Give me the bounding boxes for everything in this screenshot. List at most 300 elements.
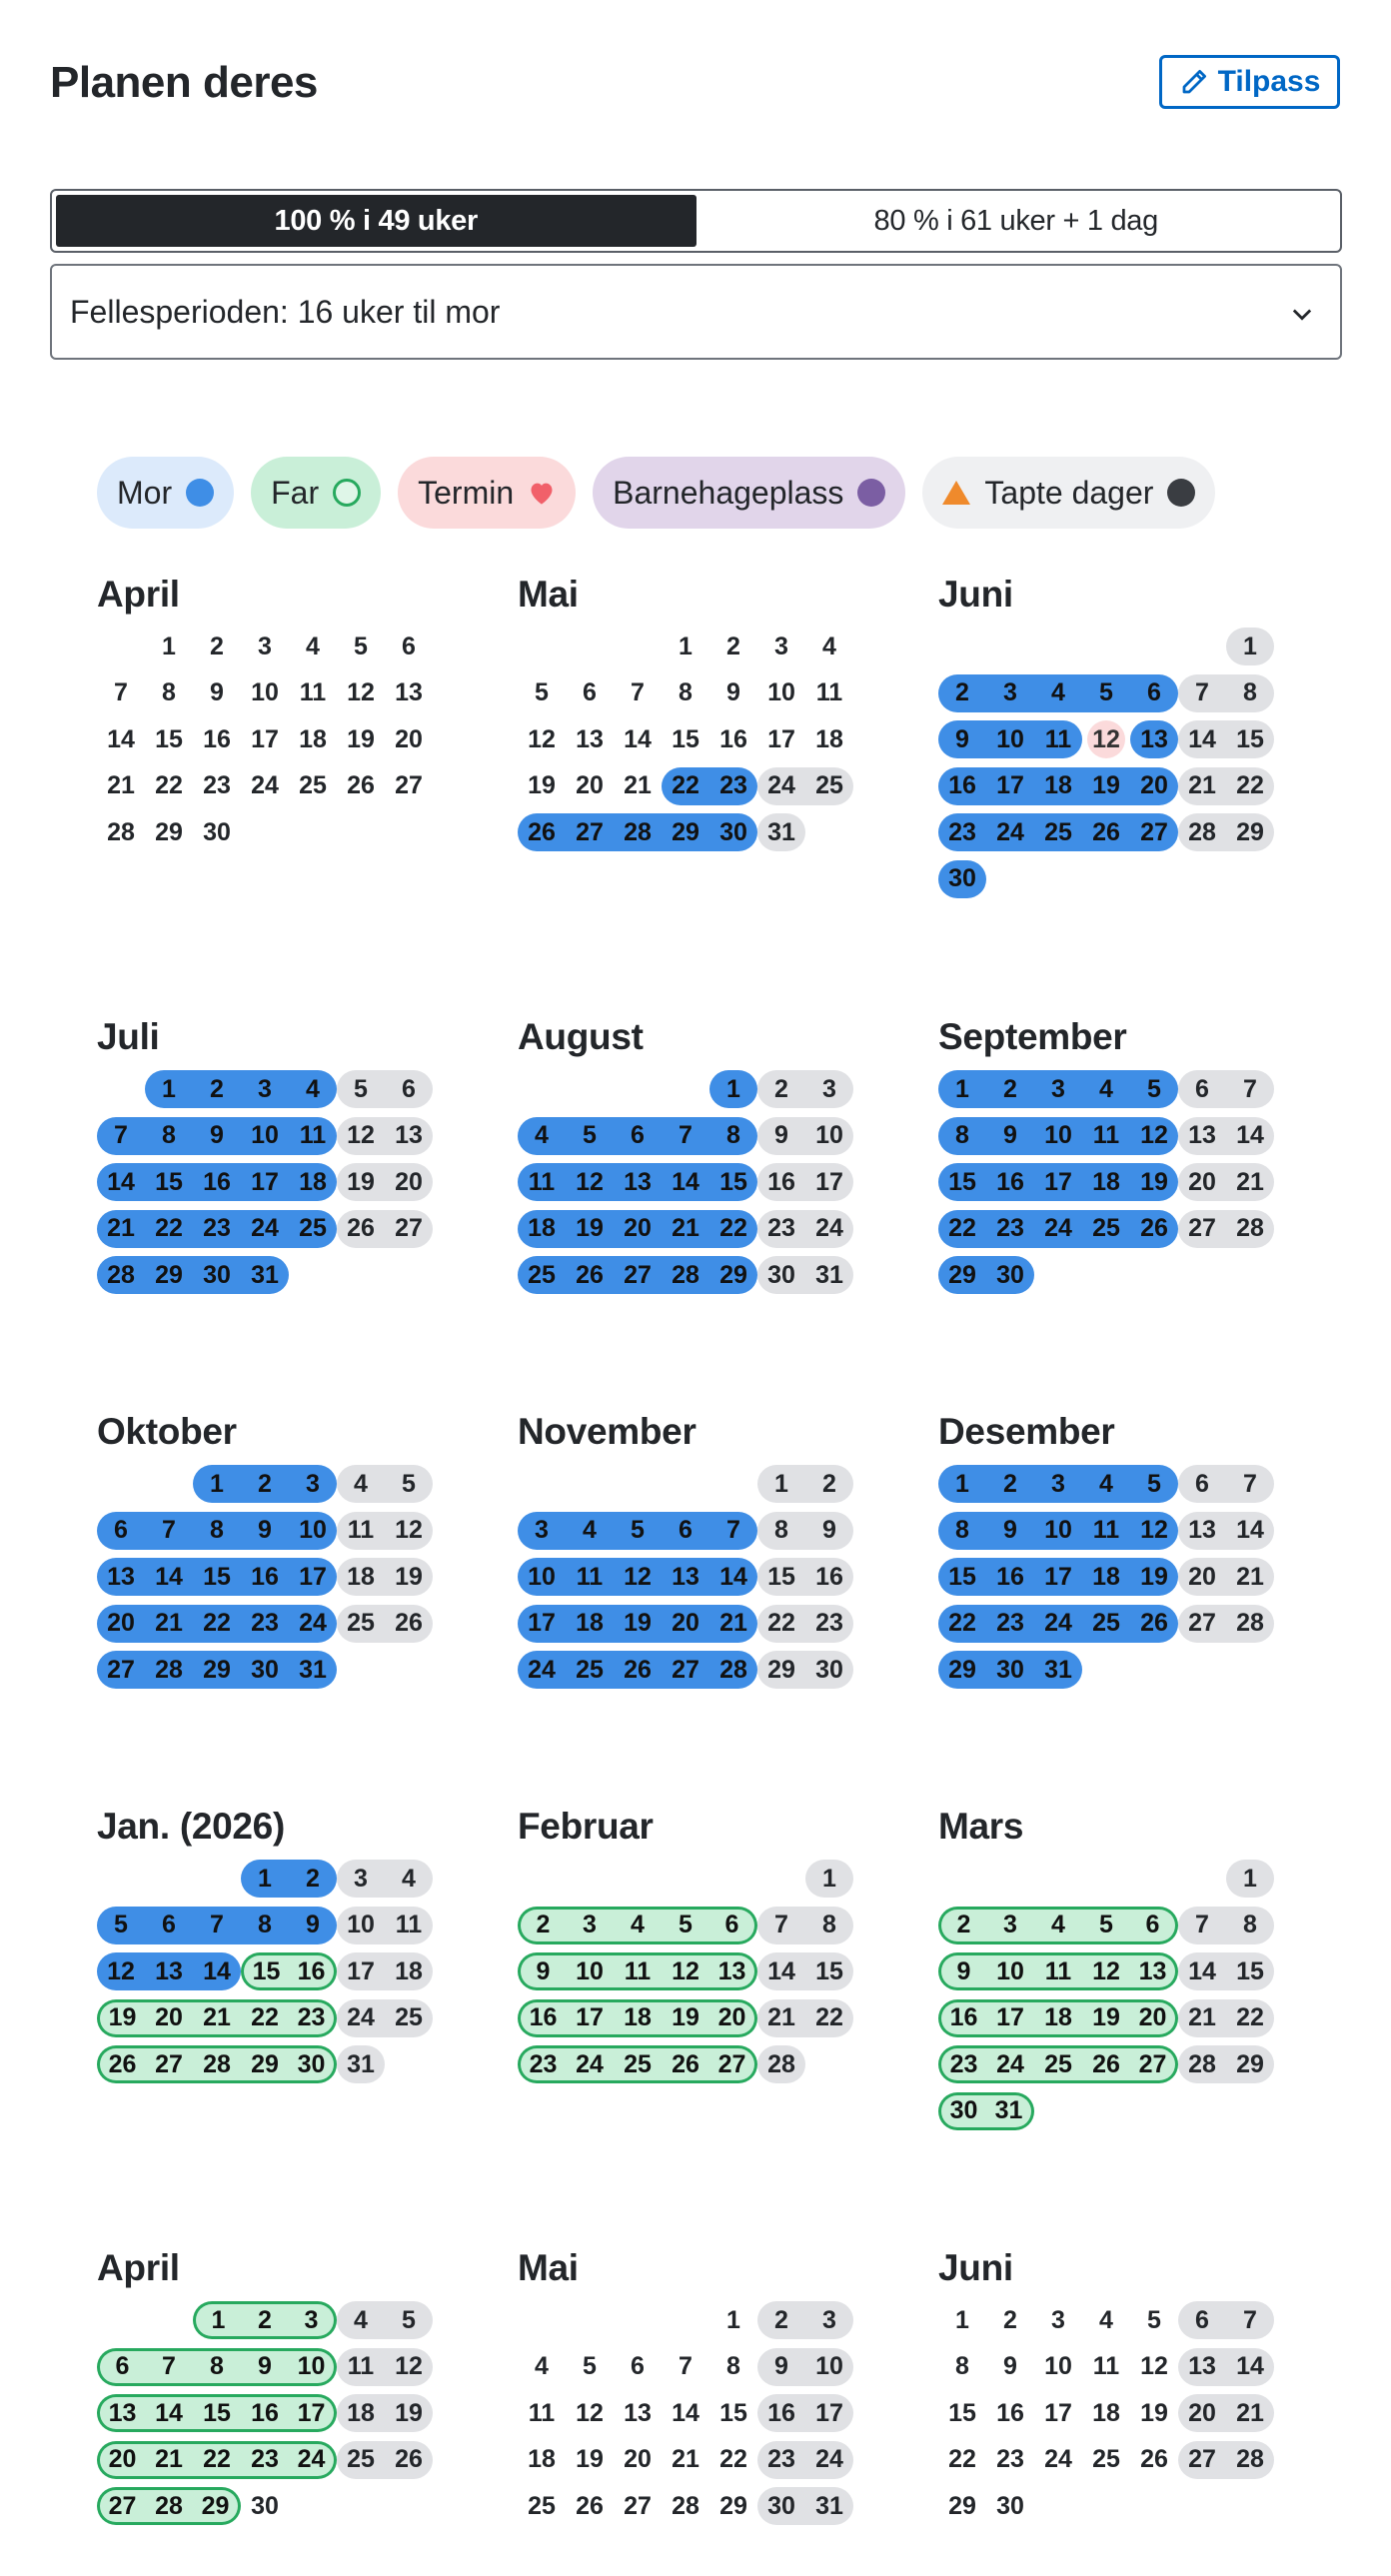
day-4: 4 [1082,1070,1130,1108]
month-grid [518,1461,877,1694]
day-26: 26 [1082,2045,1130,2083]
day-27: 27 [97,1651,145,1689]
day-31: 31 [241,1256,289,1294]
week-row [97,2344,457,2391]
day-19: 19 [1082,767,1130,805]
day-9: 9 [241,2348,289,2386]
day-22: 22 [805,1999,853,2037]
day-8: 8 [955,2352,969,2381]
month-grid [518,2297,877,2530]
day-12: 12 [97,1952,145,1990]
month-name: Juni [938,2247,1013,2288]
day-2: 2 [726,632,740,660]
week-row [938,1113,1298,1160]
legend-mor [97,457,234,529]
month-grid [938,2297,1298,2530]
day-19: 19 [97,1999,145,2037]
day-19: 19 [1130,1163,1178,1201]
day-7: 7 [97,1117,145,1155]
month-grid [97,2297,457,2530]
day-5: 5 [354,632,368,660]
week-row [938,2483,1298,2530]
day-27: 27 [1178,1605,1226,1643]
day-26: 26 [385,1605,433,1643]
week-row [97,1856,457,1903]
day-29: 29 [145,1256,193,1294]
day-14: 14 [1226,1512,1274,1550]
day-10: 10 [805,2348,853,2386]
day-13: 13 [97,1558,145,1596]
day-23: 23 [986,1210,1034,1248]
day-17: 17 [805,2394,853,2432]
week-row [97,1948,457,1995]
day-24: 24 [805,1210,853,1248]
day-10: 10 [289,1512,337,1550]
day-15: 15 [938,1558,986,1596]
day-18: 18 [337,2394,385,2432]
month-grid [938,1066,1298,1299]
day-20: 20 [97,2441,145,2479]
day-16: 16 [241,1558,289,1596]
day-29: 29 [938,1651,986,1689]
day-23: 23 [986,1605,1034,1643]
month-10 [518,1804,877,2088]
day-20: 20 [97,1605,145,1643]
day-14: 14 [97,1163,145,1201]
day-22: 22 [938,1605,986,1643]
day-12: 12 [528,724,556,753]
week-row [518,1206,877,1253]
day-30: 30 [986,1651,1034,1689]
day-14: 14 [145,2394,193,2432]
legend [97,457,1215,529]
day-14: 14 [145,1558,193,1596]
day-18: 18 [1034,767,1082,805]
fellesperiode-select[interactable] [50,264,1342,360]
day-1: 1 [757,1465,805,1503]
day-18: 18 [1082,1163,1130,1201]
month-3 [97,1014,457,1299]
day-2: 2 [986,1070,1034,1108]
day-9: 9 [1003,2352,1017,2381]
day-4: 4 [289,1070,337,1108]
day-9: 9 [210,678,224,707]
day-16: 16 [986,1558,1034,1596]
day-28: 28 [1226,2441,1274,2479]
day-15: 15 [155,724,183,753]
day-8: 8 [805,1907,853,1944]
week-row [518,763,877,810]
warning-triangle-icon [942,481,970,505]
day-30: 30 [709,813,757,851]
day-24: 24 [251,771,279,800]
day-28: 28 [1226,1605,1274,1643]
day-16: 16 [986,1163,1034,1201]
day-23: 23 [241,2441,289,2479]
day-21: 21 [1178,1999,1226,2037]
day-2: 2 [241,1465,289,1503]
day-1: 1 [938,1465,986,1503]
week-row [97,1647,457,1694]
day-10: 10 [337,1907,385,1944]
day-1: 1 [709,1070,757,1108]
day-26: 26 [576,2491,604,2520]
day-25: 25 [805,767,853,805]
day-18: 18 [614,1999,662,2037]
day-22: 22 [155,771,183,800]
day-13: 13 [1178,1117,1226,1155]
day-22: 22 [709,1210,757,1248]
mor-dot-icon [186,479,214,507]
day-14: 14 [757,1952,805,1990]
day-12: 12 [576,2398,604,2427]
day-25: 25 [566,1651,614,1689]
day-8: 8 [938,1512,986,1550]
day-1: 1 [193,1465,241,1503]
day-31: 31 [805,2487,853,2525]
day-1: 1 [241,1860,289,1898]
week-row [97,1461,457,1508]
day-18: 18 [1092,2398,1120,2427]
day-14: 14 [1226,2348,1274,2386]
week-row [518,670,877,717]
day-29: 29 [193,2487,241,2525]
day-24: 24 [805,2441,853,2479]
day-1: 1 [145,1070,193,1108]
day-20: 20 [1178,1558,1226,1596]
week-row [938,1554,1298,1601]
day-19: 19 [1082,1999,1130,2037]
day-25: 25 [337,1605,385,1643]
day-7: 7 [193,1907,241,1944]
day-4: 4 [337,2301,385,2339]
day-17: 17 [289,1558,337,1596]
month-name: Juni [938,574,1013,615]
day-20: 20 [145,1999,193,2037]
week-row [97,1508,457,1555]
day-6: 6 [709,1907,757,1944]
day-18: 18 [337,1558,385,1596]
day-5: 5 [583,2352,597,2381]
day-21: 21 [97,1210,145,1248]
day-17: 17 [518,1605,566,1643]
day-9: 9 [726,678,740,707]
day-5: 5 [385,1465,433,1503]
day-10: 10 [289,2348,337,2386]
day-21: 21 [1226,2394,1274,2432]
day-31: 31 [757,813,805,851]
day-7: 7 [662,1117,709,1155]
week-row [518,1995,877,2042]
day-7: 7 [1226,1465,1274,1503]
day-5: 5 [1130,1070,1178,1108]
day-11: 11 [1092,2352,1120,2381]
day-23: 23 [757,2441,805,2479]
week-row [97,624,457,670]
pencil-icon [1179,67,1209,97]
day-24: 24 [986,813,1034,851]
day-25: 25 [299,771,327,800]
week-row [97,1252,457,1299]
day-6: 6 [385,1070,433,1108]
day-10: 10 [986,1952,1034,1990]
day-24: 24 [337,1999,385,2037]
day-21: 21 [193,1999,241,2037]
day-13: 13 [385,1117,433,1155]
day-25: 25 [1034,2045,1082,2083]
week-row [938,1206,1298,1253]
day-24: 24 [518,1651,566,1689]
day-27: 27 [662,1651,709,1689]
day-27: 27 [1178,1210,1226,1248]
day-11: 11 [1034,720,1082,758]
day-18: 18 [566,1605,614,1643]
day-2: 2 [757,1070,805,1108]
month-12 [97,2245,457,2530]
day-13: 13 [624,2398,652,2427]
day-6: 6 [1178,1465,1226,1503]
month-name: April [97,574,180,615]
month-grid [518,1066,877,1299]
day-8: 8 [193,2348,241,2386]
day-25: 25 [1092,2445,1120,2474]
day-3: 3 [774,632,788,660]
week-row [938,2088,1298,2135]
day-15: 15 [193,1558,241,1596]
day-14: 14 [107,724,135,753]
day-16: 16 [757,2394,805,2432]
day-7: 7 [114,678,128,707]
month-5 [938,1014,1298,1299]
day-26: 26 [347,771,375,800]
edit-button[interactable] [1159,55,1340,109]
day-6: 6 [97,1512,145,1550]
day-3: 3 [986,1907,1034,1944]
day-20: 20 [576,771,604,800]
week-row [97,809,457,856]
day-30: 30 [757,2487,805,2525]
day-30: 30 [996,2491,1024,2520]
day-3: 3 [986,674,1034,712]
day-26: 26 [337,1210,385,1248]
option-80-percent[interactable]: 80 % i 61 uker + 1 dag [873,204,1158,237]
day-8: 8 [162,678,176,707]
month-name: Februar [518,1806,654,1847]
day-26: 26 [1140,2445,1168,2474]
week-row [938,1647,1298,1694]
day-6: 6 [1178,1070,1226,1108]
week-row [518,1948,877,1995]
legend-termin [398,457,576,529]
week-row [938,1066,1298,1113]
day-30: 30 [986,1256,1034,1294]
day-28: 28 [193,2045,241,2083]
day-13: 13 [145,1952,193,1990]
day-15: 15 [709,1163,757,1201]
legend-far-label: Far [271,474,320,511]
day-25: 25 [385,1999,433,2037]
week-row [938,2390,1298,2437]
day-31: 31 [986,2092,1034,2130]
day-6: 6 [631,2352,645,2381]
day-11: 11 [566,1558,614,1596]
day-19: 19 [1140,2398,1168,2427]
day-20: 20 [1130,1999,1178,2037]
week-row [518,716,877,763]
day-14: 14 [193,1952,241,1990]
day-18: 18 [299,724,327,753]
day-24: 24 [986,2045,1034,2083]
week-row [97,1066,457,1113]
week-row [518,1113,877,1160]
day-23: 23 [938,813,986,851]
day-27: 27 [614,1256,662,1294]
month-9 [97,1804,457,2088]
day-7: 7 [757,1907,805,1944]
option-100-percent[interactable]: 100 % i 49 uker [56,195,696,247]
week-row [518,2390,877,2437]
day-29: 29 [719,2491,747,2520]
week-row [938,1856,1298,1903]
month-grid [97,1066,457,1299]
day-15: 15 [145,1163,193,1201]
day-31: 31 [805,1256,853,1294]
week-row [518,1252,877,1299]
day-4: 4 [566,1512,614,1550]
week-row [938,670,1298,717]
day-9: 9 [193,1117,241,1155]
day-7: 7 [145,2348,193,2386]
day-24: 24 [1034,1605,1082,1643]
day-5: 5 [337,1070,385,1108]
day-16: 16 [241,2394,289,2432]
day-20: 20 [709,1999,757,2037]
day-3: 3 [258,632,272,660]
week-row [938,716,1298,763]
day-6: 6 [1130,1907,1178,1944]
day-11: 11 [815,678,843,707]
day-3: 3 [805,1070,853,1108]
day-12: 12 [1140,2352,1168,2381]
day-23: 23 [193,1210,241,1248]
day-4: 4 [1034,1907,1082,1944]
day-12: 12 [1087,720,1125,758]
day-5: 5 [614,1512,662,1550]
day-20: 20 [1130,767,1178,805]
day-15: 15 [193,2394,241,2432]
week-row [938,856,1298,903]
month-grid [938,1461,1298,1694]
day-2: 2 [938,674,986,712]
day-20: 20 [1178,2394,1226,2432]
week-row [97,1903,457,1949]
month-grid [97,624,457,856]
day-10: 10 [1044,2352,1072,2381]
day-28: 28 [1226,1210,1274,1248]
month-name: September [938,1016,1127,1057]
day-19: 19 [566,1210,614,1248]
day-12: 12 [614,1558,662,1596]
week-row [97,1159,457,1206]
month-grid [938,1856,1298,2134]
day-28: 28 [97,1256,145,1294]
week-row [518,1066,877,1113]
day-8: 8 [757,1512,805,1550]
day-11: 11 [1082,1117,1130,1155]
day-8: 8 [1226,1907,1274,1944]
day-12: 12 [347,678,375,707]
day-22: 22 [948,2445,976,2474]
day-25: 25 [518,1256,566,1294]
day-13: 13 [709,1952,757,1990]
week-row [518,1601,877,1648]
day-5: 5 [385,2301,433,2339]
month-name: Jan. (2026) [97,1806,285,1847]
week-row [97,1601,457,1648]
day-21: 21 [662,1210,709,1248]
day-4: 4 [518,1117,566,1155]
day-9: 9 [518,1952,566,1990]
day-29: 29 [241,2045,289,2083]
day-2: 2 [241,2301,289,2339]
month-6 [97,1409,457,1694]
day-26: 26 [1130,1210,1178,1248]
day-17: 17 [566,1999,614,2037]
day-11: 11 [299,678,327,707]
day-31: 31 [289,1651,337,1689]
day-25: 25 [614,2045,662,2083]
day-6: 6 [145,1907,193,1944]
day-19: 19 [662,1999,709,2037]
day-25: 25 [289,1210,337,1248]
day-18: 18 [518,1210,566,1248]
legend-barnehageplass-label: Barnehageplass [613,474,844,511]
day-30: 30 [757,1256,805,1294]
week-row [518,1508,877,1555]
day-4: 4 [614,1907,662,1944]
day-29: 29 [193,1651,241,1689]
day-24: 24 [1034,1210,1082,1248]
tapte-dot-icon [1167,479,1195,507]
day-22: 22 [719,2445,747,2474]
week-row [518,2297,877,2344]
day-7: 7 [709,1512,757,1550]
day-27: 27 [1130,2045,1178,2083]
day-28: 28 [709,1651,757,1689]
day-1: 1 [193,2301,241,2339]
day-5: 5 [97,1907,145,1944]
day-12: 12 [1082,1952,1130,1990]
day-25: 25 [528,2491,556,2520]
day-26: 26 [566,1256,614,1294]
day-19: 19 [347,724,375,753]
month-1 [518,572,877,856]
day-1: 1 [726,2305,740,2334]
month-name: Mai [518,2247,579,2288]
day-24: 24 [757,767,805,805]
day-11: 11 [1082,1512,1130,1550]
legend-termin-label: Termin [418,474,515,511]
day-21: 21 [624,771,652,800]
day-19: 19 [528,771,556,800]
chevron-down-icon [1288,300,1316,328]
day-22: 22 [757,1605,805,1643]
day-2: 2 [805,1465,853,1503]
day-10: 10 [805,1117,853,1155]
day-9: 9 [986,1512,1034,1550]
week-row [938,2297,1298,2344]
day-4: 4 [535,2352,549,2381]
